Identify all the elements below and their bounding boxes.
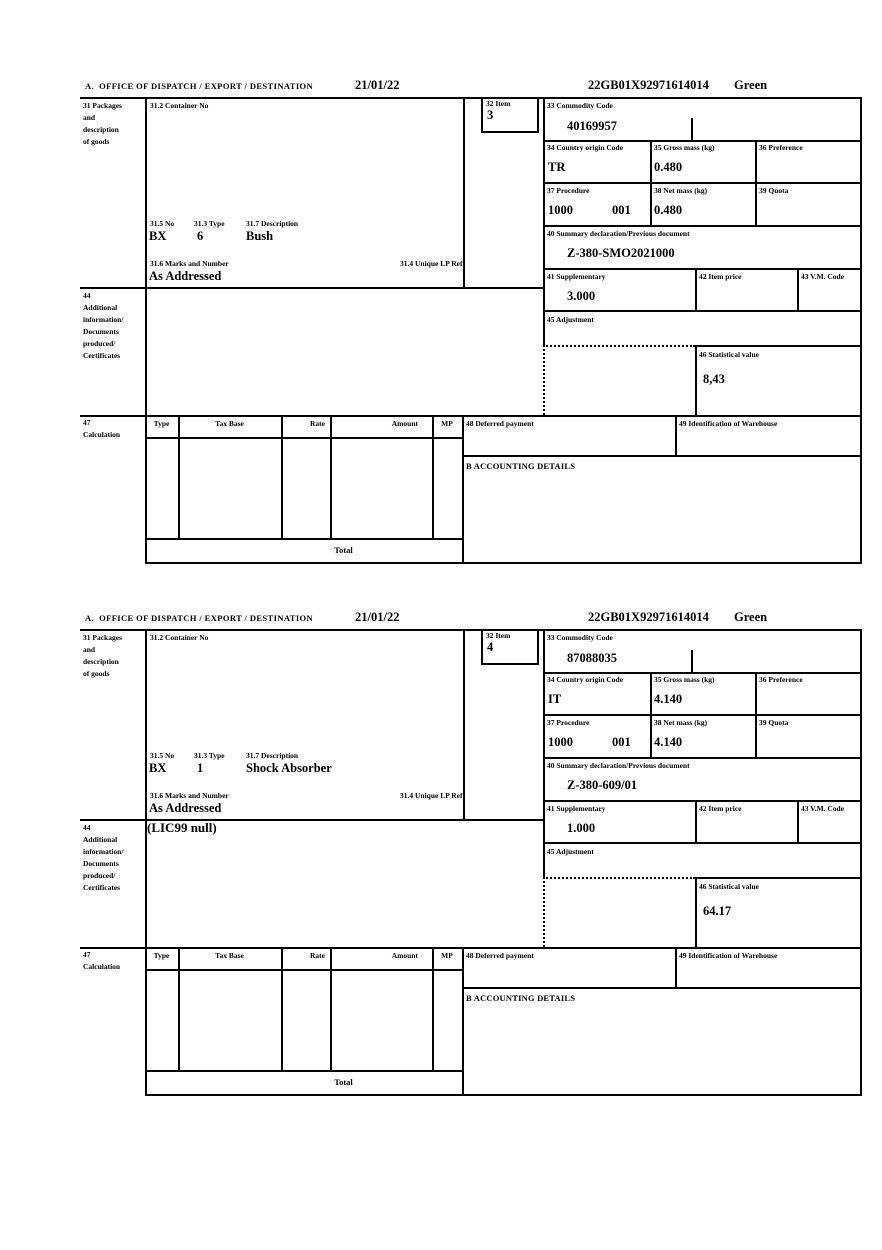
net-mass-value: 0.480	[654, 203, 683, 217]
entry-number: 22GB01X92971614014	[588, 78, 709, 92]
summary-declaration-label: 40 Summary declaration/Previous document	[547, 229, 690, 238]
grid-line	[463, 629, 465, 819]
warehouse-id-label: 49 Identification of Warehouse	[679, 951, 778, 960]
statistical-value: 64.17	[703, 904, 732, 918]
calc-col-type: Type	[153, 419, 170, 428]
calc-col-rate: Rate	[310, 951, 325, 960]
statistical-value-label: 46 Statistical value	[699, 882, 759, 891]
grid-line	[543, 97, 545, 345]
deferred-payment-label: 48 Deferred payment	[466, 951, 534, 960]
grid-line	[80, 97, 862, 99]
grid-line	[145, 629, 147, 1096]
box31-label: and	[83, 113, 96, 122]
grid-line	[462, 455, 862, 457]
net-mass-label: 38 Net mass (kg)	[654, 186, 708, 195]
calc-col-mp: MP	[441, 951, 453, 960]
grid-line	[650, 140, 652, 225]
grid-line	[675, 947, 677, 987]
procedure-value: 1000	[548, 735, 573, 749]
grid-line	[80, 415, 862, 417]
box31-label: of goods	[83, 137, 110, 146]
grid-line	[80, 947, 862, 949]
supplementary-label: 41 Supplementary	[547, 272, 606, 281]
box31-label: 31 Packages	[83, 101, 122, 110]
packages-type-label: 31.3 Type	[194, 219, 225, 228]
office-of-dispatch-label: A. OFFICE OF DISPATCH / EXPORT / DESTINATION	[85, 613, 314, 623]
grid-line	[481, 629, 483, 663]
description-value: Shock Absorber	[246, 761, 332, 775]
grid-line	[797, 800, 799, 842]
commodity-code-label: 33 Commodity Code	[547, 101, 613, 110]
grid-line	[481, 663, 539, 665]
grid-line	[695, 268, 697, 310]
grid-line	[178, 947, 180, 1070]
acceptance-date: 21/01/22	[355, 78, 400, 92]
grid-line	[543, 800, 862, 802]
grid-line	[145, 97, 147, 564]
calc-col-type: Type	[153, 951, 170, 960]
grid-line	[145, 437, 464, 439]
quota-label: 39 Quota	[759, 718, 789, 727]
box44-label: 44	[83, 291, 91, 300]
vm-code-label: 43 V.M. Code	[801, 272, 845, 281]
grid-line	[462, 987, 862, 989]
box47-label: 47	[83, 418, 91, 427]
grid-line	[543, 714, 862, 716]
item-number-value: 3	[487, 108, 494, 122]
box44-label: produced/	[83, 339, 116, 348]
statistical-value: 8,43	[703, 372, 725, 386]
grid-line	[543, 672, 862, 674]
grid-line	[145, 562, 862, 564]
box31-label: description	[83, 125, 119, 134]
routing-value: Green	[734, 610, 768, 624]
grid-line	[281, 947, 283, 1070]
unique-lp-ref-label: 31.4 Unique LP Ref	[400, 259, 463, 268]
dotted-line	[543, 877, 695, 879]
box44-label: information/	[83, 847, 124, 856]
calc-col-amount: Amount	[391, 419, 418, 428]
box47-label: Calculation	[83, 430, 121, 439]
box44-label: Documents	[83, 327, 119, 336]
calc-col-rate: Rate	[310, 419, 325, 428]
calc-col-amount: Amount	[391, 951, 418, 960]
marks-value: As Addressed	[149, 269, 222, 283]
box31-label: of goods	[83, 669, 110, 678]
packages-type-value: 6	[197, 229, 204, 243]
gross-mass-value: 0.480	[654, 160, 683, 174]
quota-label: 39 Quota	[759, 186, 789, 195]
container-no-label: 31.2 Container No	[150, 633, 209, 642]
grid-line	[80, 629, 862, 631]
country-origin-label: 34 Country origin Code	[547, 675, 624, 684]
additional-information-value: (LIC99 null)	[147, 820, 217, 835]
net-mass-value: 4.140	[654, 735, 683, 749]
grid-line	[797, 268, 799, 310]
grid-line	[462, 415, 464, 562]
packages-type-label: 31.3 Type	[194, 751, 225, 760]
grid-line	[432, 415, 434, 538]
item-label: 32 Item	[486, 99, 511, 108]
total-label: Total	[334, 1077, 353, 1087]
grid-line	[695, 877, 697, 947]
grid-line	[543, 225, 862, 227]
grid-line	[543, 310, 862, 312]
box44-label: Documents	[83, 859, 119, 868]
grid-line	[178, 415, 180, 538]
grid-line	[650, 672, 652, 757]
box31-label: and	[83, 645, 96, 654]
packages-no-value: BX	[149, 229, 167, 243]
gross-mass-label: 35 Gross mass (kg)	[654, 143, 715, 152]
box44-label: information/	[83, 315, 124, 324]
grid-line	[462, 947, 464, 1094]
procedure-suffix-value: 001	[612, 203, 631, 217]
box31-label: 31 Packages	[83, 633, 122, 642]
packages-no-value: BX	[149, 761, 167, 775]
unique-lp-ref-label: 31.4 Unique LP Ref	[400, 791, 463, 800]
grid-line	[543, 757, 862, 759]
entry-number: 22GB01X92971614014	[588, 610, 709, 624]
description-value: Bush	[246, 229, 274, 243]
deferred-payment-label: 48 Deferred payment	[466, 419, 534, 428]
grid-line	[543, 629, 545, 877]
grid-line	[145, 1070, 464, 1072]
dotted-line	[543, 877, 545, 947]
commodity-code-tick	[691, 650, 693, 672]
grid-line	[330, 947, 332, 1070]
description-label: 31.7 Description	[246, 219, 299, 228]
grid-line	[695, 877, 862, 879]
grid-line	[543, 268, 862, 270]
item-price-label: 42 Item price	[699, 804, 742, 813]
packages-type-value: 1	[197, 761, 204, 775]
commodity-code-value: 40169957	[567, 119, 617, 133]
grid-line	[543, 140, 862, 142]
description-label: 31.7 Description	[246, 751, 299, 760]
grid-line	[695, 800, 697, 842]
packages-no-label: 31.5 No	[150, 219, 175, 228]
country-origin-value: IT	[548, 692, 562, 706]
dotted-line	[543, 345, 695, 347]
item-section-2	[0, 610, 882, 1096]
country-origin-label: 34 Country origin Code	[547, 143, 624, 152]
grid-line	[80, 287, 545, 289]
procedure-label: 37 Procedure	[547, 186, 590, 195]
item-label: 32 Item	[486, 631, 511, 640]
packages-no-label: 31.5 No	[150, 751, 175, 760]
gross-mass-value: 4.140	[654, 692, 683, 706]
grid-line	[860, 97, 862, 564]
grid-line	[481, 131, 539, 133]
vm-code-label: 43 V.M. Code	[801, 804, 845, 813]
accounting-details-label: B ACCOUNTING DETAILS	[466, 461, 576, 471]
country-origin-value: TR	[548, 160, 566, 174]
grid-line	[755, 672, 757, 757]
grid-line	[695, 345, 697, 415]
calc-col-tax-base: Tax Base	[215, 419, 244, 428]
item-section-1	[0, 78, 882, 564]
box44-label: Certificates	[83, 351, 121, 360]
calc-col-mp: MP	[441, 419, 453, 428]
procedure-value: 1000	[548, 203, 573, 217]
gross-mass-label: 35 Gross mass (kg)	[654, 675, 715, 684]
supplementary-label: 41 Supplementary	[547, 804, 606, 813]
box31-label: description	[83, 657, 119, 666]
container-no-label: 31.2 Container No	[150, 101, 209, 110]
grid-line	[145, 1094, 862, 1096]
box47-label: 47	[83, 950, 91, 959]
grid-line	[330, 415, 332, 538]
grid-line	[145, 969, 464, 971]
supplementary-value: 1.000	[567, 821, 596, 835]
box47-label: Calculation	[83, 962, 121, 971]
box44-label: Certificates	[83, 883, 121, 892]
warehouse-id-label: 49 Identification of Warehouse	[679, 419, 778, 428]
routing-value: Green	[734, 78, 768, 92]
grid-line	[543, 842, 862, 844]
preference-label: 36 Preference	[759, 143, 803, 152]
summary-declaration-label: 40 Summary declaration/Previous document	[547, 761, 690, 770]
item-number-value: 4	[487, 640, 494, 654]
grid-line	[432, 947, 434, 1070]
grid-line	[755, 140, 757, 225]
marks-value: As Addressed	[149, 801, 222, 815]
net-mass-label: 38 Net mass (kg)	[654, 718, 708, 727]
supplementary-value: 3.000	[567, 289, 596, 303]
grid-line	[860, 629, 862, 1096]
acceptance-date: 21/01/22	[355, 610, 400, 624]
item-price-label: 42 Item price	[699, 272, 742, 281]
grid-line	[537, 629, 539, 665]
summary-declaration-value: Z-380-SMO2021000	[567, 246, 675, 260]
box44-label: Additional	[83, 835, 118, 844]
grid-line	[145, 538, 464, 540]
box44-label: produced/	[83, 871, 116, 880]
box44-label: Additional	[83, 303, 118, 312]
grid-line	[481, 97, 483, 131]
marks-label: 31.6 Marks and Number	[150, 259, 229, 268]
grid-line	[463, 97, 465, 287]
adjustment-label: 45 Adjustment	[547, 315, 594, 324]
box44-label: 44	[83, 823, 91, 832]
adjustment-label: 45 Adjustment	[547, 847, 594, 856]
preference-label: 36 Preference	[759, 675, 803, 684]
grid-line	[537, 97, 539, 133]
statistical-value-label: 46 Statistical value	[699, 350, 759, 359]
grid-line	[695, 345, 862, 347]
accounting-details-label: B ACCOUNTING DETAILS	[466, 993, 576, 1003]
commodity-code-tick	[691, 118, 693, 140]
marks-label: 31.6 Marks and Number	[150, 791, 229, 800]
total-label: Total	[334, 545, 353, 555]
commodity-code-label: 33 Commodity Code	[547, 633, 613, 642]
grid-line	[543, 182, 862, 184]
procedure-suffix-value: 001	[612, 735, 631, 749]
grid-line	[675, 415, 677, 455]
summary-declaration-value: Z-380-609/01	[567, 778, 638, 792]
procedure-label: 37 Procedure	[547, 718, 590, 727]
office-of-dispatch-label: A. OFFICE OF DISPATCH / EXPORT / DESTINATION	[85, 81, 314, 91]
grid-line	[281, 415, 283, 538]
commodity-code-value: 87088035	[567, 651, 617, 665]
calc-col-tax-base: Tax Base	[215, 951, 244, 960]
dotted-line	[543, 345, 545, 415]
